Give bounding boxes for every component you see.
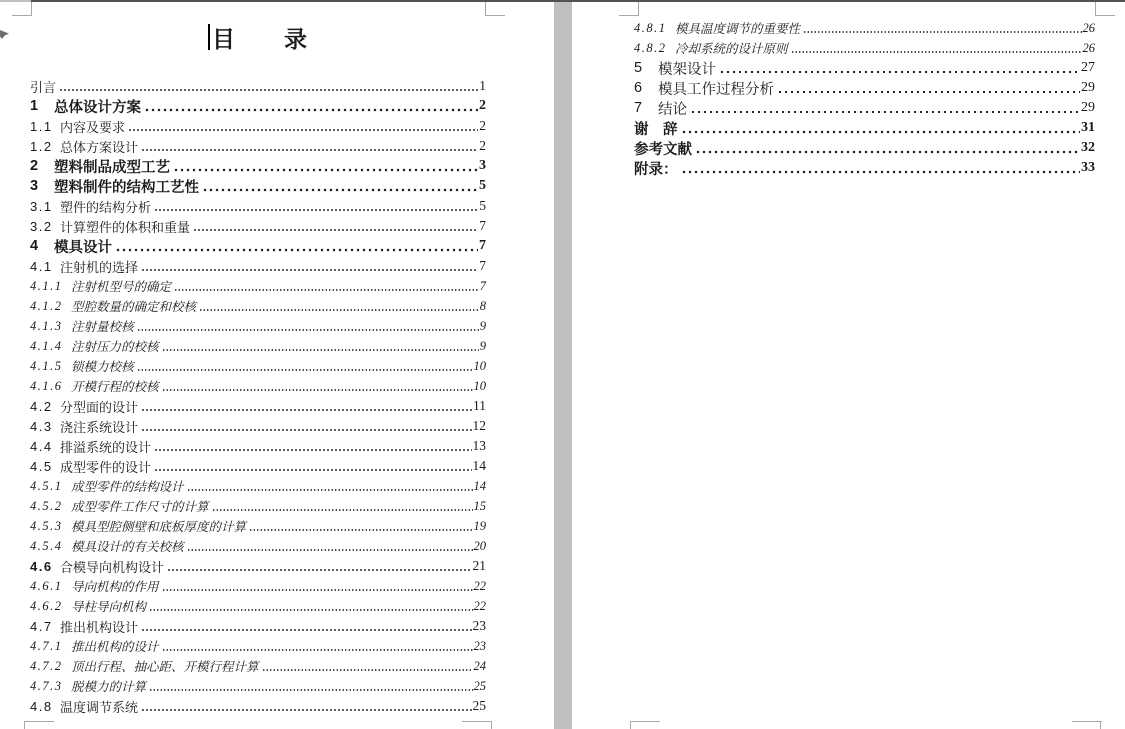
toc-entry-number: 4.1.5 [30, 358, 63, 373]
dot-leader [162, 636, 473, 656]
toc-entry-number: 4.7 [30, 618, 53, 634]
toc-entry-number: 3 [30, 178, 40, 194]
toc-entry[interactable] [634, 58, 1095, 78]
dot-leader [128, 116, 478, 136]
toc-entry[interactable] [30, 336, 486, 356]
toc-entry-label: 成型零件工作尺寸的计算 [71, 500, 209, 514]
toc-entry-label: 塑料制件的结构工艺性 [54, 179, 199, 196]
toc-entry-label: 开模行程的校核 [71, 380, 159, 394]
toc-entry-label: 模具设计的有关校核 [71, 540, 184, 554]
dot-leader [249, 516, 472, 536]
toc-entry-label: 模具型腔侧壁和底板厚度的计算 [71, 520, 247, 534]
toc-entry[interactable] [30, 696, 486, 716]
toc-entry-page: 29 [1081, 100, 1095, 115]
toc-entry[interactable] [30, 196, 486, 216]
dot-leader [162, 336, 479, 356]
toc-entry-number: 4.1.1 [30, 278, 63, 293]
toc-entry-number: 1.1 [30, 118, 53, 134]
margin-crop-mark [462, 721, 492, 722]
toc-entry-page: 1 [479, 78, 486, 93]
toc-entry-number: 4.6.1 [30, 578, 63, 593]
toc-entry-page: 14 [472, 458, 486, 473]
toc-entry-page: 20 [473, 538, 486, 553]
toc-entry-label: 塑件的结构分析 [60, 199, 152, 215]
toc-entry[interactable] [30, 116, 486, 136]
toc-entry[interactable] [30, 236, 486, 256]
toc-entry-number: 4.1 [30, 258, 53, 274]
toc-entry-number: 4.8.1 [634, 20, 667, 35]
toc-entry[interactable] [30, 516, 486, 536]
toc-entry[interactable] [30, 216, 486, 236]
toc-entry[interactable] [30, 316, 486, 336]
dot-leader [141, 396, 472, 416]
toc-entry-label: 锁模力校核 [71, 360, 134, 374]
toc-entry-number: 4.1.2 [30, 298, 63, 313]
dot-leader [149, 596, 472, 616]
toc-entry[interactable] [30, 436, 486, 456]
toc-entry[interactable] [634, 38, 1095, 58]
toc-entry[interactable] [30, 396, 486, 416]
dot-leader [59, 76, 478, 96]
toc-entry-label: 塑料制品成型工艺 [54, 159, 170, 176]
margin-crop-mark [1100, 721, 1101, 729]
toc-entry-label: 注射机的选择 [60, 259, 139, 275]
dot-leader [162, 576, 473, 596]
toc-entry-page: 13 [472, 438, 486, 453]
dot-leader [174, 276, 479, 296]
dot-leader [141, 616, 471, 636]
toc-entry-number: 3.2 [30, 218, 53, 234]
toc-entry-label: 内容及要求 [60, 119, 126, 135]
toc-entry-page: 25 [472, 698, 486, 713]
margin-crop-mark [638, 0, 639, 16]
toc-entry-page: 26 [1082, 40, 1095, 55]
toc-entry-label: 分型面的设计 [60, 399, 139, 415]
toc-entry[interactable] [30, 496, 486, 516]
toc-entry-number: 6 [634, 80, 644, 96]
toc-entry[interactable] [30, 356, 486, 376]
toc-entry-page: 10 [473, 358, 486, 373]
toc-entry-label: 结论 [658, 101, 687, 118]
toc-entry-page: 15 [473, 498, 486, 513]
dot-leader [187, 536, 473, 556]
toc-entry-page: 21 [472, 558, 486, 573]
toc-entry-label: 注射压力的校核 [71, 340, 159, 354]
toc-entry[interactable] [30, 136, 486, 156]
toc-entry-label: 型腔数量的确定和校核 [71, 300, 197, 314]
dot-leader [212, 496, 473, 516]
toc-entry-page: 2 [479, 118, 486, 133]
toc-entry[interactable] [30, 156, 486, 176]
toc-entry-page: 26 [1082, 20, 1095, 35]
toc-entry-number: 4.5.1 [30, 478, 63, 493]
toc-entry-page: 7 [479, 238, 486, 253]
dot-leader [154, 456, 471, 476]
toc-entry-label: 推出机构的设计 [71, 640, 159, 654]
toc-entry-page: 23 [473, 638, 486, 653]
toc-entry-label: 导柱导向机构 [71, 600, 147, 614]
toc-entry-label: 总体方案设计 [60, 139, 139, 155]
dot-leader [777, 78, 1080, 98]
dot-leader [115, 236, 478, 256]
toc-entry-label: 引言 [30, 79, 57, 95]
dot-leader [137, 356, 473, 376]
toc-entry-number: 4.1.4 [30, 338, 63, 353]
toc-entry-page: 29 [1081, 80, 1095, 95]
toc-entry-page: 12 [472, 418, 486, 433]
toc-entry-label: 浇注系统设计 [60, 419, 139, 435]
dot-leader [137, 316, 479, 336]
toc-title-row[interactable] [30, 22, 486, 52]
toc-entry-label: 计算塑件的体积和重量 [60, 219, 191, 235]
toc-entry-page: 3 [479, 158, 486, 173]
toc-list-right [634, 18, 1095, 178]
dot-leader [187, 476, 473, 496]
toc-entry[interactable] [634, 78, 1095, 98]
toc-entry-page: 8 [479, 298, 486, 313]
dot-leader [149, 676, 472, 696]
dot-leader [262, 656, 473, 676]
toc-entry-label: 合模导向机构设计 [60, 559, 165, 575]
toc-entry[interactable] [30, 76, 486, 96]
toc-entry-number: 4 [30, 238, 40, 254]
toc-entry[interactable] [30, 376, 486, 396]
toc-entry-number: 4.8 [30, 698, 53, 714]
text-caret [208, 24, 210, 50]
toc-entry-label: 温度调节系统 [60, 699, 139, 715]
toc-entry[interactable] [634, 98, 1095, 118]
margin-crop-mark [1072, 721, 1102, 722]
toc-entry[interactable] [30, 536, 486, 556]
toc-entry-label: 导向机构的作用 [71, 580, 159, 594]
toc-entry[interactable] [30, 656, 486, 676]
toc-entry[interactable] [634, 118, 1095, 138]
toc-entry-number: 4.1.6 [30, 378, 63, 393]
toc-entry[interactable] [30, 416, 486, 436]
toc-entry[interactable] [634, 18, 1095, 38]
toc-entry-number: 4.5 [30, 458, 53, 474]
toc-entry-page: 19 [473, 518, 486, 533]
dot-leader [695, 138, 1080, 158]
toc-entry-label: 模具设计 [54, 239, 112, 256]
toc-entry[interactable] [30, 296, 486, 316]
toc-title: 目 录 [212, 25, 308, 52]
toc-entry-number: 4.5.2 [30, 498, 63, 513]
toc-entry-page: 33 [1081, 160, 1095, 175]
dot-leader [202, 176, 478, 196]
dot-leader [791, 38, 1082, 58]
dot-leader [681, 158, 1081, 178]
toc-entry[interactable] [30, 96, 486, 116]
dot-leader [803, 18, 1081, 38]
margin-crop-mark [485, 15, 505, 16]
toc-entry-page: 5 [479, 178, 486, 193]
toc-entry-number: 4.7.2 [30, 658, 63, 673]
dot-leader [141, 416, 471, 436]
toc-entry-number: 4.5.3 [30, 518, 63, 533]
toc-entry-label: 脱模力的计算 [71, 680, 147, 694]
toc-entry-number: 4.1.3 [30, 318, 63, 333]
dot-leader [141, 696, 471, 716]
toc-entry[interactable] [30, 476, 486, 496]
toc-entry[interactable] [30, 276, 486, 296]
toc-entry-label: 附录： [634, 161, 678, 178]
toc-entry-number: 5 [634, 60, 644, 76]
toc-entry-label: 成型零件的设计 [60, 459, 152, 475]
dot-leader [144, 96, 478, 116]
dot-leader [719, 58, 1080, 78]
toc-entry-number: 4.8.2 [634, 40, 667, 55]
toc-entry-label: 参考文献 [634, 141, 692, 158]
toc-entry[interactable] [30, 556, 486, 576]
toc-entry-number: 4.6.2 [30, 598, 63, 613]
toc-entry-label: 排溢系统的设计 [60, 439, 152, 455]
dot-leader [141, 256, 478, 276]
dot-leader [681, 118, 1081, 138]
margin-crop-mark [31, 0, 32, 16]
margin-crop-mark [12, 15, 32, 16]
toc-entry-page: 2 [479, 138, 486, 153]
margin-crop-mark [24, 721, 54, 722]
toc-entry-number: 4.4 [30, 438, 53, 454]
dot-leader [199, 296, 479, 316]
toc-entry-number: 4.7.3 [30, 678, 63, 693]
toc-entry-page: 7 [479, 258, 486, 273]
toc-entry-page: 7 [479, 218, 486, 233]
toc-entry-page: 27 [1081, 60, 1095, 75]
toc-entry[interactable] [30, 616, 486, 636]
toc-entry-number: 3.1 [30, 198, 53, 214]
margin-crop-mark [1095, 0, 1096, 16]
margin-crop-mark [1095, 15, 1115, 16]
margin-crop-mark [491, 721, 492, 729]
toc-entry-number: 1 [30, 98, 40, 114]
margin-crop-mark [24, 721, 25, 729]
toc-entry-number: 1.2 [30, 138, 53, 154]
toc-entry[interactable] [634, 138, 1095, 158]
toc-entry-label: 注射机型号的确定 [71, 280, 172, 294]
toc-entry[interactable] [634, 158, 1095, 178]
toc-entry-label: 冷却系统的设计原则 [675, 42, 788, 56]
toc-entry-page: 9 [479, 318, 486, 333]
toc-entry[interactable] [30, 176, 486, 196]
toc-entry[interactable] [30, 636, 486, 656]
dot-leader [167, 556, 471, 576]
dot-leader [173, 156, 478, 176]
document-area-top-border [31, 0, 1125, 2]
dot-leader [162, 376, 473, 396]
toc-entry-page: 2 [479, 98, 486, 113]
toc-entry-number: 4.5.4 [30, 538, 63, 553]
dot-leader [690, 98, 1080, 118]
margin-crop-mark [630, 721, 631, 729]
dot-leader [154, 436, 471, 456]
toc-entry[interactable] [30, 596, 486, 616]
margin-crop-mark [619, 15, 639, 16]
toc-entry-label: 谢 辞 [634, 121, 678, 138]
toc-entry-page: 7 [479, 278, 486, 293]
toc-entry-page: 14 [473, 478, 486, 493]
toc-entry-number: 4.2 [30, 398, 53, 414]
toc-entry-page: 9 [479, 338, 486, 353]
toc-entry-page: 22 [473, 578, 486, 593]
toc-entry-page: 31 [1081, 120, 1095, 135]
toc-entry-page: 24 [473, 658, 486, 673]
toc-entry-page: 11 [473, 398, 486, 413]
toc-list-left [30, 76, 486, 716]
toc-entry-page: 23 [472, 618, 486, 633]
toc-entry-label: 模架设计 [658, 61, 716, 78]
dot-leader [154, 196, 478, 216]
dot-leader [141, 136, 478, 156]
toc-entry-number: 2 [30, 158, 40, 174]
toc-entry[interactable] [30, 576, 486, 596]
toc-entry-number: 4.7.1 [30, 638, 63, 653]
toc-entry[interactable] [30, 256, 486, 276]
toc-entry-page: 10 [473, 378, 486, 393]
toc-entry-page: 22 [473, 598, 486, 613]
toc-entry-label: 注射量校核 [71, 320, 134, 334]
toc-entry-label: 成型零件的结构设计 [71, 480, 184, 494]
toc-entry-page: 25 [473, 678, 486, 693]
margin-crop-mark [630, 721, 660, 722]
toc-entry-number: 4.3 [30, 418, 53, 434]
toc-entry[interactable] [30, 676, 486, 696]
toc-entry-number: 7 [634, 100, 644, 116]
toc-entry-label: 顶出行程、抽心距、开模行程计算 [71, 660, 259, 674]
toc-entry-page: 32 [1081, 140, 1095, 155]
toc-entry-label: 模具工作过程分析 [658, 81, 774, 98]
toc-entry-page: 5 [479, 198, 486, 213]
toc-entry-label: 总体设计方案 [54, 99, 141, 116]
toc-entry-label: 模具温度调节的重要性 [675, 22, 801, 36]
toc-entry-number: 4.6 [30, 558, 53, 574]
toc-entry[interactable] [30, 456, 486, 476]
dot-leader [193, 216, 478, 236]
toc-entry-label: 推出机构设计 [60, 619, 139, 635]
margin-crop-mark [485, 0, 486, 16]
